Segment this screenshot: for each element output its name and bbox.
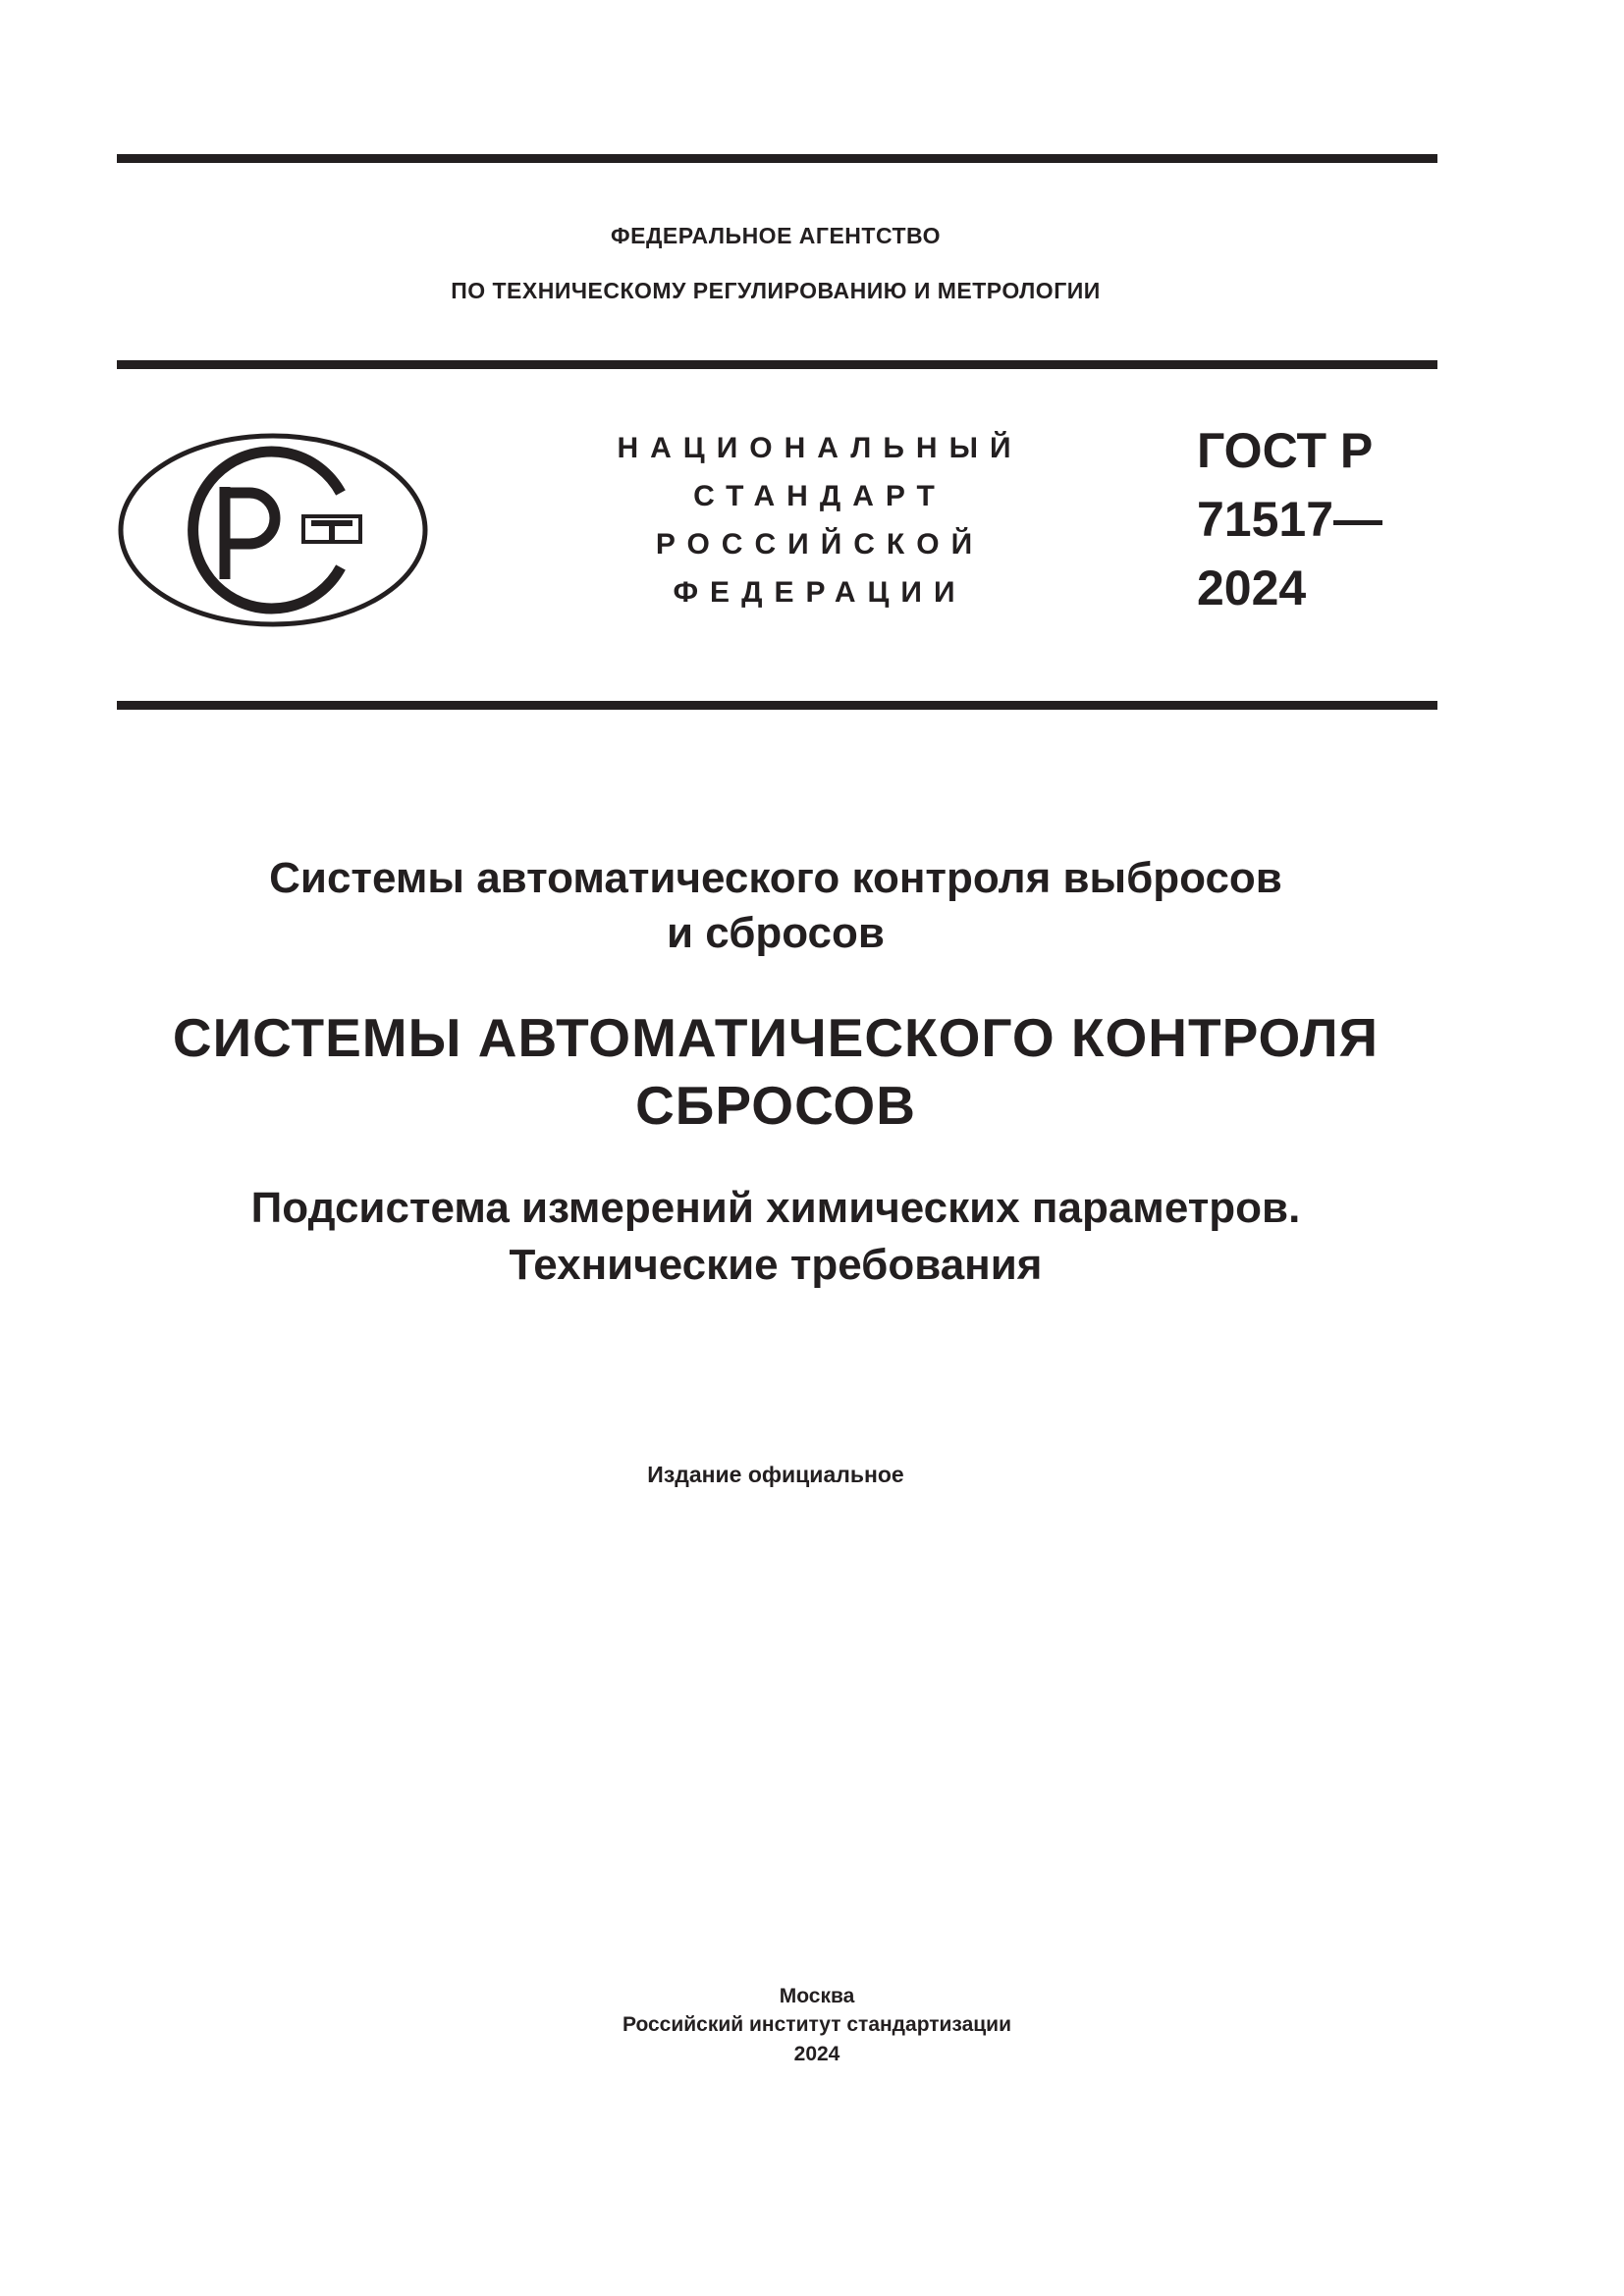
title-line-6: Технические требования — [509, 1241, 1043, 1289]
designation-line-2: 71517— — [1197, 492, 1383, 547]
designation-line-3: 2024 — [1197, 561, 1307, 615]
national-standard-label — [589, 424, 1051, 616]
title-line-2: и сбросов — [667, 909, 885, 957]
national-standard-line: РОССИЙСКОЙ — [655, 528, 985, 561]
imprint-publisher: Российский институт стандартизации — [622, 2013, 1012, 2036]
header-bottom-rule — [117, 701, 1437, 710]
top-rule — [117, 154, 1437, 163]
header-rule — [117, 360, 1437, 369]
national-standard-line: НАЦИОНАЛЬНЫЙ — [617, 432, 1023, 464]
title-line-4: СБРОСОВ — [635, 1075, 916, 1136]
title-line-1: Системы автоматического контроля выбросов — [269, 854, 1282, 902]
designation-line-1: ГОСТ Р — [1197, 423, 1374, 478]
title-line-5: Подсистема измерений химических параметров. — [250, 1184, 1301, 1232]
rst-mark-icon — [117, 432, 429, 628]
standard-designation — [1197, 416, 1382, 622]
title-line-3: СИСТЕМЫ АВТОМАТИЧЕСКОГО КОНТРОЛЯ — [172, 1007, 1380, 1068]
imprint-year: 2024 — [793, 2043, 840, 2065]
national-standard-line: СТАНДАРТ — [693, 480, 947, 512]
edition-label: Издание официальное — [647, 1462, 904, 1487]
imprint-city: Москва — [779, 1985, 855, 2007]
agency-name-line-2: ПО ТЕХНИЧЕСКОМУ РЕГУЛИРОВАНИЮ И МЕТРОЛОГИИ — [451, 278, 1101, 303]
national-standard-line: ФЕДЕРАЦИИ — [673, 576, 967, 609]
agency-name-line-1: ФЕДЕРАЛЬНОЕ АГЕНТСТВО — [611, 223, 941, 248]
